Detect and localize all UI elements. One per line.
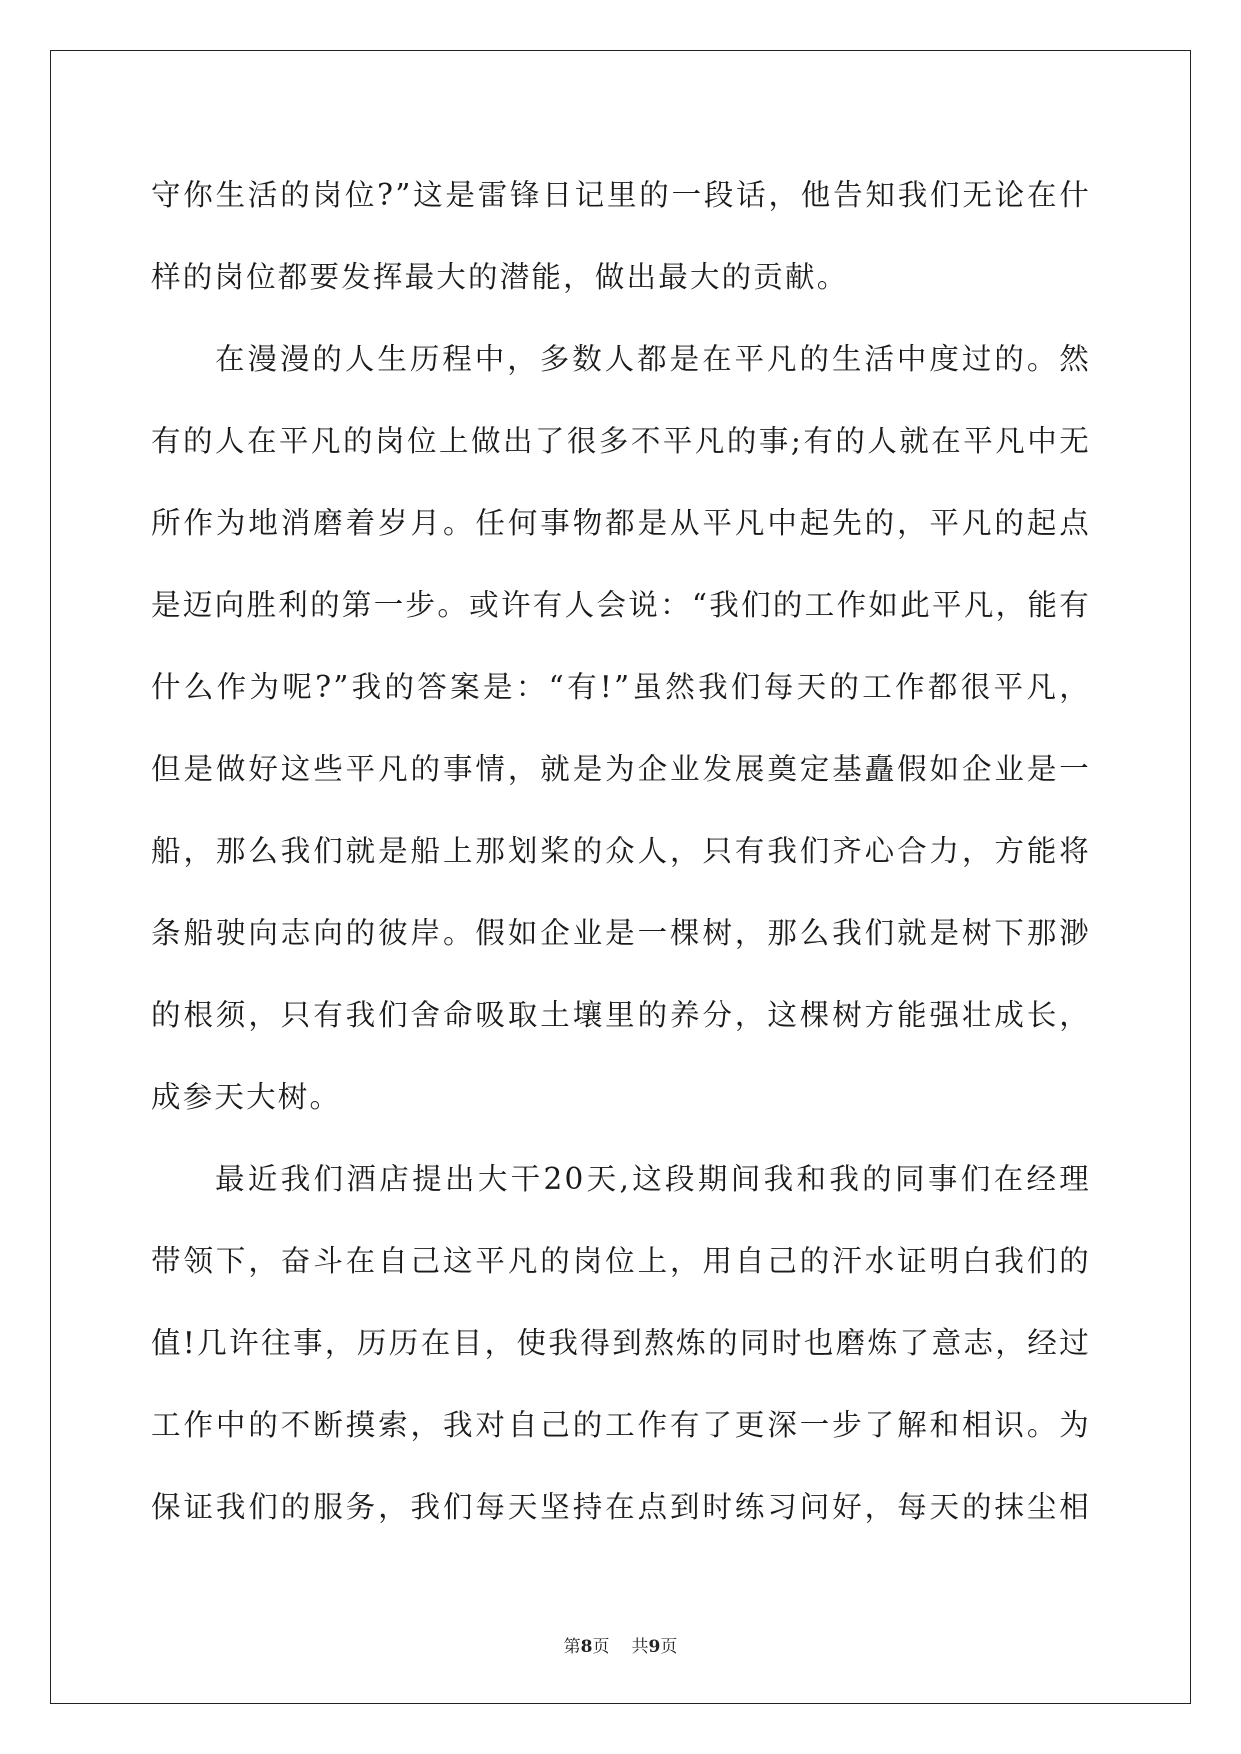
- text-line: 样的岗位都要发挥最大的潜能，做出最大的贡献。: [151, 260, 849, 294]
- text-line: 保证我们的服务，我们每天坚持在点到时练习问好，每天的抹尘相: [151, 1490, 1091, 1524]
- text-line: 是迈向胜利的第一步。或许有人会说：“我们的工作如此平凡，能有: [151, 588, 1091, 622]
- page-current: 8: [580, 1637, 593, 1657]
- page-suffix: 页: [592, 1637, 610, 1657]
- paragraph-first-line: 最近我们酒店提出大干20天,这段期间我和我的同事们在经理: [215, 1162, 1091, 1196]
- text-line: 所作为地消磨着岁月。任何事物都是从平凡中起先的，平凡的起点: [151, 506, 1091, 540]
- text-line: 但是做好这些平凡的事情，就是为企业发展奠定基矗假如企业是一: [151, 752, 1091, 786]
- text-line: 守你生活的岗位?”这是雷锋日记里的一段话，他告知我们无论在什: [151, 178, 1091, 212]
- text-line: 带领下，奋斗在自己这平凡的岗位上，用自己的汗水证明白我们的: [151, 1244, 1091, 1278]
- page-footer: [0, 1632, 1241, 1657]
- document-body: [151, 154, 1091, 1548]
- total-suffix: 页: [660, 1637, 678, 1657]
- text-line: 什么作为呢?”我的答案是：“有!”虽然我们每天的工作都很平凡，: [151, 670, 1091, 704]
- text-line: 船，那么我们就是船上那划桨的众人，只有我们齐心合力，方能将: [151, 834, 1091, 868]
- text-line: 条船驶向志向的彼岸。假如企业是一棵树，那么我们就是树下那渺: [151, 916, 1091, 950]
- text-line: 的根须，只有我们舍命吸取土壤里的养分，这棵树方能强壮成长，: [151, 998, 1091, 1032]
- text-line: 值!几许往事，历历在目，使我得到熬炼的同时也磨炼了意志，经过: [151, 1326, 1091, 1360]
- paragraph-first-line: 在漫漫的人生历程中，多数人都是在平凡的生活中度过的。然: [215, 342, 1091, 376]
- text-line: 有的人在平凡的岗位上做出了很多不平凡的事;有的人就在平凡中无: [151, 424, 1091, 458]
- page-total: 9: [648, 1637, 661, 1657]
- text-line: 工作中的不断摸索，我对自己的工作有了更深一步了解和相识。为: [151, 1408, 1091, 1442]
- total-prefix: 共: [631, 1637, 649, 1657]
- text-line: 成参天大树。: [151, 1080, 342, 1114]
- page-prefix: 第: [563, 1637, 581, 1657]
